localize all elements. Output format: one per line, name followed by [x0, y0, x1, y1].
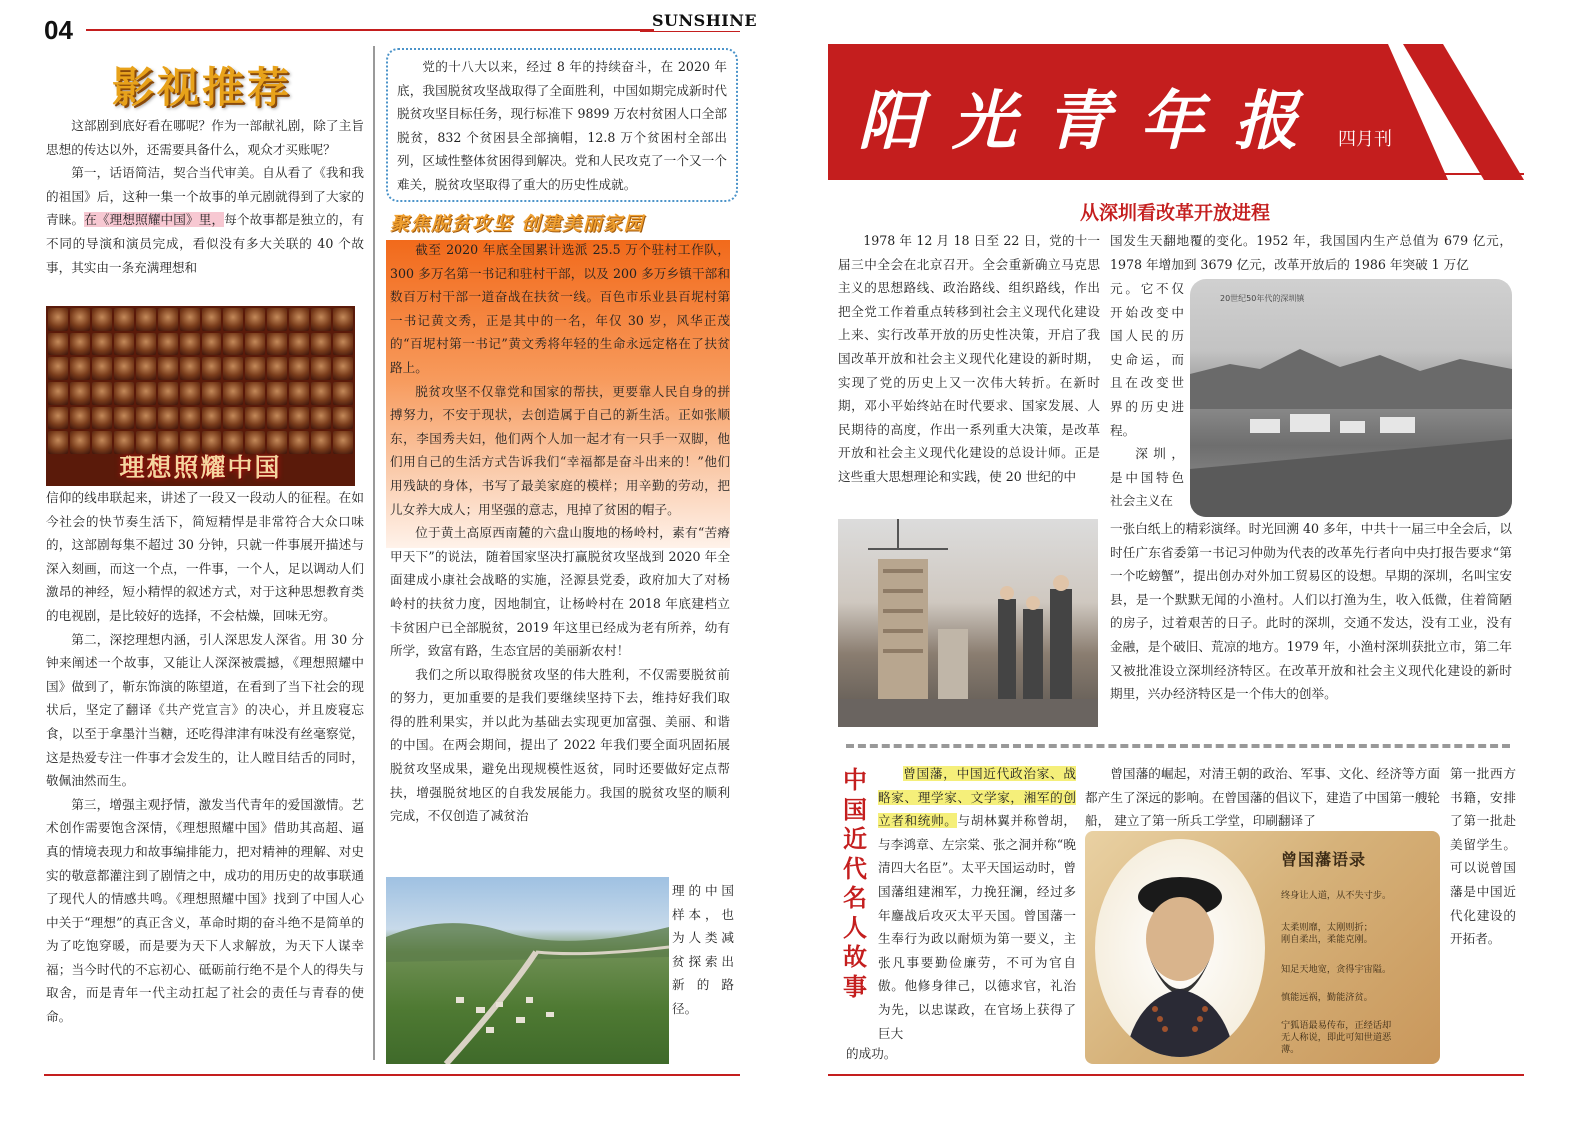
- film-section-title: 影视推荐: [112, 63, 293, 112]
- shenzhen-text-1: 1978 年 12 月 18 日至 22 日，党的十一届三中全会在北京召开。全会重新确立马克思主义的思想路线、政治路线、组织路线，作出把全党工作着重点转移到社会主义现代化建设上来、实行改革开放的历史性决策，开启了我国改革开放和社会主义现代化建设的新时期，实现了党的历史上又一次伟大转折。在新时期，邓小平始终站在时代要求、国家发展、人民期待的高度，作出一系列重大决策，是改革开放和社会主义现代化建设的总设计师。正是这些重大思想理论和实践，使 20 世纪的中: [838, 233, 1100, 484]
- scroll-title: 曾国藩语录: [1281, 850, 1367, 869]
- zeng-column-2: [1085, 762, 1440, 833]
- inspection-illustration: [838, 519, 1098, 727]
- poster-face: [267, 382, 287, 405]
- zeng-portrait: [1095, 839, 1265, 1057]
- village-illustration: [386, 877, 669, 1064]
- poverty-paragraph-1: 截至 2020 年底全国累计选派 25.5 万个驻村工作队，300 多万名第一书记和驻村干部，以及 200 多万乡镇干部和数百万村干部一道奋战在扶贫一线。百色市乐业县百坭村第一书记黄文秀，正是其中的一名，年仅 30 岁，风华正茂的“百坭村第一书记”黄文秀将年轻的生命永远定格在了扶贫路上。: [390, 242, 730, 375]
- poster-face: [333, 333, 353, 356]
- poster-face: [311, 333, 331, 356]
- famous-people-title: 中国近代名人故事: [843, 766, 867, 1001]
- page-number: 04: [44, 15, 73, 45]
- poster-face: [223, 382, 243, 405]
- poster-face: [92, 407, 112, 430]
- poster-face: [92, 333, 112, 356]
- shenzhen-column-2-top: [1110, 229, 1512, 276]
- film-article-top: [46, 114, 364, 279]
- poster-face: [202, 333, 222, 356]
- footer-rule-right: [828, 1074, 1524, 1076]
- film-highlight: 在《理想照耀中国》里，: [84, 212, 225, 228]
- poster-face: [311, 382, 331, 405]
- film-paragraph-2-end: 信仰的线串联起来，讲述了一段又一段动人的征程。在如今社会的快节奏生活下，简短精悍是非常符合大众口味的，这部剧每集不超过 30 分钟，只就一件事展开描述与深入刻画，而这一个点，一件事，一个人，足以调动人们激昂的神经，短小精悍的叙述方式，对于这种思想教育类的电视剧，是比较好的选择，不会枯燥，回味无穷。: [46, 490, 364, 623]
- poster-face: [311, 407, 331, 430]
- poverty-paragraph-4: 我们之所以取得脱贫攻坚的伟大胜利，不仅需要脱贫前的努力，更加重要的是我们要继续坚持下去，维持好我们取得的胜利果实，并以此为基础去实现更加富强、美丽、和谐的中国。在两会期间，提出了 2022 年我们要全面巩固拓展脱贫攻坚成果，避免出现规模性返贫，同时还要做好定点帮扶，增强脱贫地区的自我发展能力。我国的脱贫攻坚的顺利完成，不仅创造了减贫治: [390, 666, 730, 824]
- footer-rule-left: [44, 1074, 740, 1076]
- poster-face: [136, 333, 156, 356]
- column-divider: [373, 46, 375, 1060]
- poster-face: [114, 407, 134, 430]
- poverty-intro-text: 党的十八大以来，经过 8 年的持续奋斗，在 2020 年底，我国脱贫攻坚战取得了全面胜利，中国如期完成新时代脱贫攻坚目标任务，现行标准下 9899 万农村贫困人口全部脱贫，832 个贫困县全部摘帽，12.8 万个贫困村全部出列，区域性整体贫困得到解决。党和人民攻克了一个又一个难关，脱贫攻坚取得了重大的历史性成就。: [397, 59, 727, 192]
- poster-face: [202, 308, 222, 331]
- newspaper-title: 阳光青年报: [858, 84, 1328, 159]
- poster-face: [180, 407, 200, 430]
- scroll-line-4: 知足天地宽，贪得宇宙隘。: [1281, 964, 1392, 975]
- shenzhen-column-1: [838, 229, 1100, 489]
- poster-face: [158, 382, 178, 405]
- poster-face: [70, 407, 90, 430]
- poster-face: [223, 333, 243, 356]
- poster-face: [289, 308, 309, 331]
- zeng-end: 的成功。: [846, 1046, 897, 1061]
- poster-face: [92, 382, 112, 405]
- poster-face: [289, 357, 309, 380]
- shenzhen-text-2: 国发生天翻地覆的变化。1952 年，我国国内生产总值为 679 亿元，1978 年增加到 3679 亿元，改革开放后的 1986 年突破 1 万亿: [1110, 233, 1512, 272]
- shenzhen-narrow-column: [1110, 277, 1184, 513]
- poster-face: [48, 357, 68, 380]
- poster-face: [245, 357, 265, 380]
- poverty-paragraph-2: 脱贫攻坚不仅靠党和国家的帮扶，更要靠人民自身的拼搏努力，不安于现状，去创造属于自己的新生活。正如张顺东，李国秀夫妇，他们两个人加一起才有一只手一双脚，他们用自己的生活方式告诉我们“幸福都是奋斗出来的！”他们用残缺的身体，书写了最美家庭的模样；用辛勤的劳动，把儿女养大成人；用坚强的意志，甩掉了贫困的帽子。: [390, 383, 730, 517]
- poster-face: [289, 333, 309, 356]
- poster-face: [92, 308, 112, 331]
- zeng-column-3: [1450, 762, 1516, 951]
- poster-faces: [46, 306, 355, 456]
- poster-face: [333, 308, 353, 331]
- village-aerial-image: [386, 877, 669, 1064]
- poster-face: [136, 357, 156, 380]
- poster-face: [48, 407, 68, 430]
- poster-face: [333, 357, 353, 380]
- zeng-highlight: 曾国藩，中国近代政治家、战略家、理学家、文学家，湘军的创立者和统帅。: [878, 766, 1076, 829]
- scroll-line-8: 薄。: [1281, 1044, 1300, 1055]
- shenzhen-column-2-bottom: [1110, 517, 1512, 706]
- poster-face: [311, 357, 331, 380]
- poster-face: [70, 357, 90, 380]
- poster-face: [180, 333, 200, 356]
- shenzhen-text-3: 元。它不仅开始改变中国人民的历史命运，而且在改变世界的历史进程。: [1110, 281, 1184, 438]
- poster-face: [114, 333, 134, 356]
- poster-face: [267, 308, 287, 331]
- poster-face: [92, 357, 112, 380]
- header-brand: SUNSHINE: [652, 11, 758, 30]
- poverty-tail-text: 理的中国样本，也为人类减贫探索出新的路径。: [672, 883, 734, 1016]
- header-rule: [86, 29, 654, 31]
- poster-caption: 理想照耀中国: [119, 453, 282, 482]
- shenzhen-text-4: 深圳，是中国特色社会主义在: [1110, 446, 1184, 509]
- shenzhen-title: 从深圳看改革开放进程: [1080, 202, 1271, 224]
- poster-face: [223, 357, 243, 380]
- shenzhen-text-5: 一张白纸上的精彩演绎。时光回溯 40 多年，中共十一届三中全会后，以时任广东省委第一书记习仲勋为代表的改革先行者向中央打报告要求“第一个吃螃蟹”，提出创办对外加工贸易区的设想。早期的深圳，名叫宝安县，是一个默默无闻的小渔村。人们以打渔为生，收入低微，住着简陋的房子，过着艰苦的日子。此时的深圳，交通不发达，没有工业，没有金融，是个破旧、荒凉的地方。1979 年，小渔村深圳获批立市，第二年又被批准设立深圳经济特区。在改革开放和社会主义现代化建设的新时期里，兴办经济特区是一个伟大的创举。: [1110, 521, 1512, 702]
- poster-face: [223, 308, 243, 331]
- poster-face: [114, 308, 134, 331]
- old-shenzhen-photo-caption: 20世纪50年代的深圳镇: [1220, 294, 1305, 303]
- issue-label: 四月刊: [1338, 129, 1392, 150]
- poster-face: [245, 407, 265, 430]
- poster-face: [267, 333, 287, 356]
- poster-face: [70, 382, 90, 405]
- poster-face: [158, 308, 178, 331]
- zeng-text-1-rest: 与胡林翼并称曾胡，与李鸿章、左宗棠、张之洞并称“晚清四大名臣”。太平天国运动时，曾国藩组建湘军，力挽狂澜，经过多年鏖战后攻灭太平天国。曾国藩一生奉行为政以耐烦为第一要义，主张凡事要勤俭廉劳，不可为官自傲。他修身律己，以德求官，礼治为先，以忠谋政，在官场上获得了巨大: [878, 813, 1077, 1041]
- poster-face: [180, 382, 200, 405]
- zeng-text-1: [878, 762, 1076, 1045]
- old-shenzhen-photo: [1190, 279, 1512, 517]
- poster-face: [158, 357, 178, 380]
- scroll-line-3: 刚自柔出，柔能克刚。: [1281, 934, 1373, 945]
- zeng-text-2: 曾国藩的崛起，对清王朝的政治、军事、文化、经济等方面都产生了深远的影响。在曾国藩的倡议下，建造了中国第一艘轮船， 建立了第一所兵工学堂，印刷翻译了: [1085, 766, 1440, 829]
- section-divider: [846, 744, 1510, 748]
- poster-face: [333, 407, 353, 430]
- poster-face: [114, 357, 134, 380]
- portrait-illustration: [1095, 839, 1265, 1057]
- poster-face: [333, 382, 353, 405]
- film-paragraph-2: [46, 161, 364, 279]
- film-paragraph-1: 这部剧到底好看在哪呢？作为一部献礼剧，除了主旨思想的传达以外，还需要具备什么，观众才买账呢？: [46, 118, 364, 157]
- film-poster-image: [46, 306, 355, 486]
- scroll-line-6: 宁狐语最易传布，正经话却: [1281, 1020, 1392, 1031]
- old-shenzhen-illustration: [1190, 279, 1512, 517]
- poverty-paragraph-3: 位于黄土高原西南麓的六盘山腹地的杨岭村，素有“苦瘠甲天下”的说法，随着国家坚决打赢脱贫攻坚战到 2020 年全面建成小康社会战略的实施，泾源县党委，政府加大了对杨岭村的扶贫力度，因地制宜，让杨岭村在 2018 年底建档立卡贫困户已全部脱贫，2019 年这里已经成为老有所养，幼有所学，致富有路，生态宜居的美丽新农村！: [390, 525, 730, 659]
- zeng-column-1: [878, 762, 1076, 1045]
- poster-face: [114, 382, 134, 405]
- poster-face: [267, 357, 287, 380]
- poverty-intro-box: [386, 48, 738, 202]
- zeng-quotes-image: [1085, 831, 1440, 1064]
- poster-face: [70, 333, 90, 356]
- film-paragraph-2-cont: 每个故事都是独立的，有不同的导演和演员完成，看似没有多大关联的 40 个故事，其实由一条充满理想和: [46, 212, 365, 275]
- poster-face: [223, 407, 243, 430]
- poster-face: [202, 382, 222, 405]
- poster-face: [136, 308, 156, 331]
- poster-face: [311, 308, 331, 331]
- poster-face: [158, 333, 178, 356]
- poverty-article: [390, 238, 730, 828]
- poster-face: [48, 382, 68, 405]
- deng-inspection-photo: [838, 519, 1098, 727]
- poster-face: [245, 333, 265, 356]
- scroll-line-7: 无人称说，即此可知世道恶: [1281, 1032, 1392, 1043]
- poster-face: [245, 382, 265, 405]
- poverty-tail: [672, 879, 734, 1021]
- poster-face: [136, 382, 156, 405]
- scroll-line-2: 太柔则靡，太刚则折；: [1281, 922, 1373, 933]
- film-paragraph-3: 第二，深挖理想内涵，引人深思发人深省。用 30 分钟来阐述一个故事，又能让人深深被震撼，《理想照耀中国》做到了，靳东饰演的陈望道，在看到了当下社会的现状后，坚定了翻译《共产党宣言》的决心，并且废寝忘食，以至于拿墨汁当糖，还吃得津津有味没有丝毫察觉，这是热爱专注一件事才会发生的，让人瞠目结舌的同时，敬佩油然而生。: [46, 631, 364, 789]
- poster-face: [136, 407, 156, 430]
- poster-face: [180, 357, 200, 380]
- poster-face: [70, 308, 90, 331]
- zeng-text-3: 第一批西方书籍，安排了第一批赴美留学生。可以说曾国藩是中国近代化建设的开拓者。: [1450, 766, 1516, 947]
- header-rule-short: [640, 31, 740, 32]
- poster-face: [180, 308, 200, 331]
- poster-face: [289, 407, 309, 430]
- film-paragraph-2-text: 第一，话语简洁，契合当代审美。自从看了《我和我的祖国》后，这种一集一个故事的单元剧就得到了大家的青睐。: [46, 165, 364, 228]
- poster-face: [48, 308, 68, 331]
- poverty-section-title: 聚焦脱贫攻坚 创建美丽家园: [390, 213, 645, 235]
- film-article-bottom: [46, 486, 364, 1029]
- scroll-line-1: 终身让人道，从不失寸步。: [1281, 890, 1392, 901]
- poster-face: [48, 333, 68, 356]
- film-paragraph-4: 第三，增强主观抒情，激发当代青年的爱国激情。艺术创作需要饱含深情，《理想照耀中国》借助其高超、逼真的情境表现力和故事编排能力，把对精神的理解、对史实的敬意都灌注到了剧情之中，成功的用历史的故事联通了现代人的情感共鸣。《理想照耀中国》找到了中国人心中关于“理想”的真正含义，革命时期的奋斗绝不是简单的为了吃饱穿暖，而是要为天下人求解放，为天下人谋幸福；当今时代的不忘初心、砥砺前行绝不是个人的得失与取舍，而是青年一代主动扛起了社会的责任与青春的使命。: [46, 796, 364, 1025]
- poster-face: [158, 407, 178, 430]
- scroll-line-5: 慎能远祸，勤能济贫。: [1281, 992, 1373, 1003]
- poster-face: [245, 308, 265, 331]
- poster-face: [202, 357, 222, 380]
- poster-face: [289, 382, 309, 405]
- poster-face: [267, 407, 287, 430]
- poster-face: [202, 407, 222, 430]
